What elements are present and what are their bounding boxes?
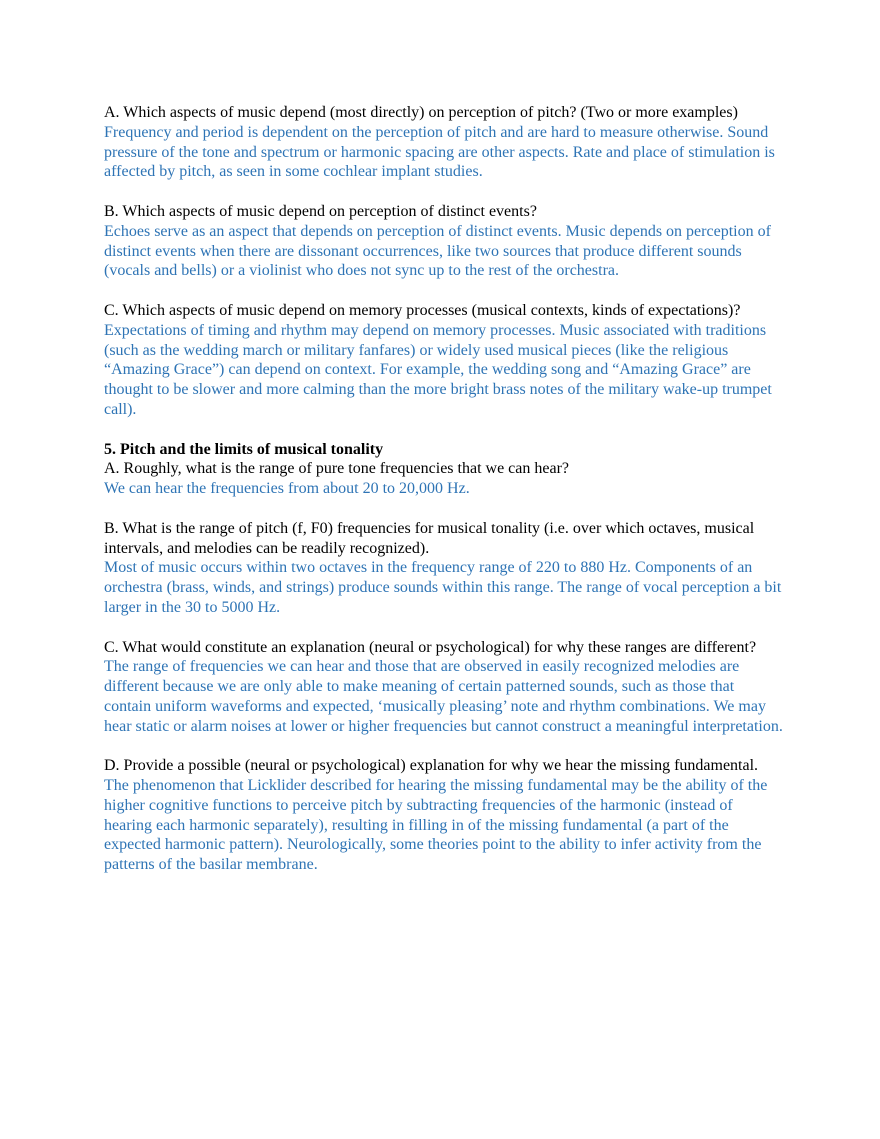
document-page [104, 103, 784, 875]
question-4b: B. Which aspects of music depend on perception of distinct events? [104, 202, 537, 220]
answer-5a: We can hear the frequencies from about 20 to 20,000 Hz. [104, 480, 470, 498]
answer-5b: Most of music occurs within two octaves in the frequency range of 220 to 880 Hz. Components of an orchestra (brass, winds, and strings) produce sounds within this range. The range of vocal perception a bit larger in the 30 to 5000 Hz. [104, 559, 782, 616]
spacer [104, 182, 784, 202]
spacer [104, 737, 784, 757]
answer-4b: Echoes serve as an aspect that depends on perception of distinct events. Music depends on perception of distinct events when there are dissonant occurrences, like two sources that produce different sounds (vocals and bells) or a violinist who does not sync up to the rest of the orchestra. [104, 222, 771, 280]
question-4c: C. Which aspects of music depend on memory processes (musical contexts, kinds of expectations)? [104, 301, 741, 319]
question-5d: D. Provide a possible (neural or psychological) explanation for why we hear the missing fundamental. [104, 757, 759, 775]
answer-4a: Frequency and period is dependent on the perception of pitch and are hard to measure otherwise. Sound pressure of the tone and spectrum or harmonic spacing are other aspects. Rate and place of stimulation is affected by pitch, as seen in some cochlear implant studies. [104, 123, 775, 181]
spacer [104, 420, 784, 440]
question-5b: B. What is the range of pitch (f, F0) frequencies for musical tonality (i.e. over which octaves, musical intervals, and melodies can be readily recognized). [104, 519, 755, 557]
spacer [104, 281, 784, 301]
section-5-heading: 5. Pitch and the limits of musical tonality [104, 440, 384, 458]
answer-5c: The range of frequencies we can hear and those that are observed in easily recognized melodies are different because we are only able to make meaning of certain patterned sounds, such as those that contain uniform waveforms and expected, ‘musically pleasing’ note and rhythm combinations. We may hear static or alarm noises at lower or higher frequencies but cannot construct a meaningful interpretation. [104, 658, 783, 735]
answer-5d: The phenomenon that Licklider described for hearing the missing fundamental may be the ability of the higher cognitive functions to perceive pitch by subtracting frequencies of the harmonic (instead of hearing each harmonic separately), resulting in filling in of the missing fundamental (a part of the expected harmonic pattern). Neurologically, some theories point to the ability to infer activity from the patterns of the basilar membrane. [104, 777, 768, 874]
answer-4c: Expectations of timing and rhythm may depend on memory processes. Music associated with traditions (such as the wedding march or military fanfares) or widely used musical pieces (like the religious “Amazing Grace”) can depend on context. For example, the wedding song and “Amazing Grace” are thought to be slower and more calming than the more bright brass notes of the military wake-up trumpet call). [104, 321, 772, 418]
question-5a: A. Roughly, what is the range of pure tone frequencies that we can hear? [104, 460, 570, 478]
spacer [104, 499, 784, 519]
question-4a: A. Which aspects of music depend (most directly) on perception of pitch? (Two or more examples) [104, 104, 738, 121]
spacer [104, 618, 784, 638]
question-5c: C. What would constitute an explanation (neural or psychological) for why these ranges are different? [104, 638, 757, 656]
